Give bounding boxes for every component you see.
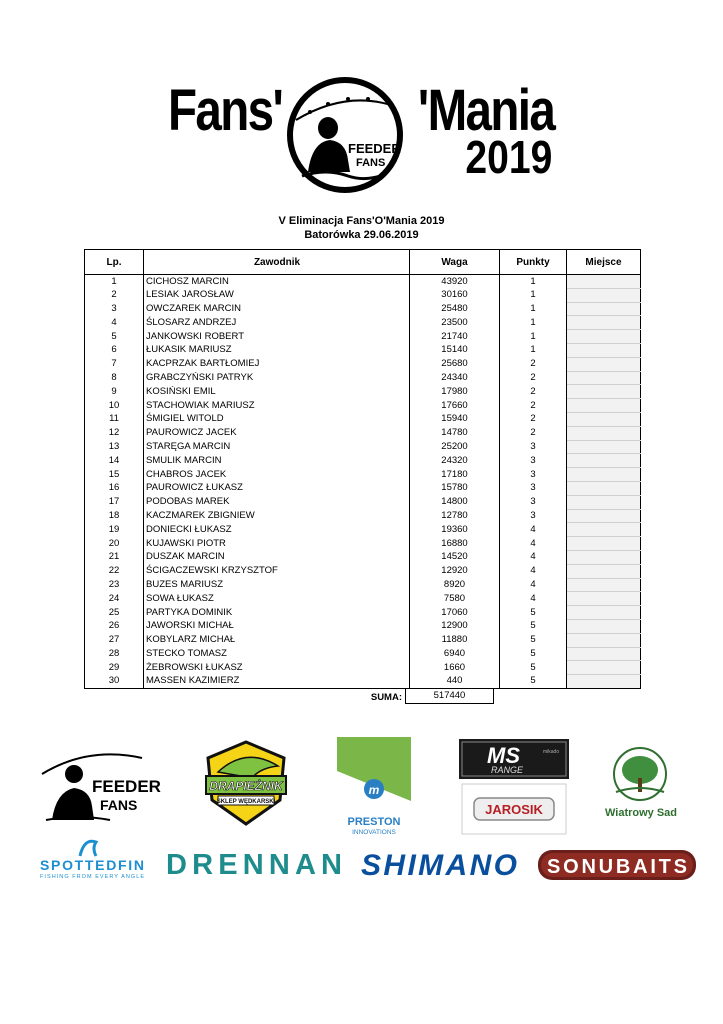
cell-lp: 6 <box>85 343 144 357</box>
cell-punkty: 4 <box>500 537 567 551</box>
cell-lp: 7 <box>85 357 144 371</box>
results-body <box>85 275 641 689</box>
drapieznik-name: DRAPIEŻNIK <box>209 779 283 793</box>
sponsor-fans-text: FANS <box>100 797 138 813</box>
cell-zawodnik: ŚMIGIEL WITOLD <box>144 412 410 426</box>
cell-lp: 17 <box>85 495 144 509</box>
cell-miejsce <box>567 385 641 399</box>
cell-waga: 17060 <box>410 606 500 620</box>
cell-punkty: 5 <box>500 675 567 689</box>
cell-miejsce <box>567 275 641 289</box>
cell-punkty: 2 <box>500 357 567 371</box>
cell-punkty: 3 <box>500 454 567 468</box>
header-year: 2019 <box>465 131 552 183</box>
event-title: V Eliminacja Fans'O'Mania 2019 <box>278 215 445 227</box>
cell-lp: 28 <box>85 647 144 661</box>
table-row <box>85 675 641 689</box>
table-row <box>85 481 641 495</box>
cell-waga: 21740 <box>410 330 500 344</box>
cell-waga: 11880 <box>410 633 500 647</box>
cell-lp: 13 <box>85 440 144 454</box>
cell-punkty: 1 <box>500 330 567 344</box>
cell-lp: 30 <box>85 675 144 689</box>
table-row <box>85 275 641 289</box>
cell-miejsce <box>567 661 641 675</box>
cell-zawodnik: PAUROWICZ JACEK <box>144 426 410 440</box>
ms-sub: RANGE <box>491 765 524 775</box>
cell-punkty: 4 <box>500 523 567 537</box>
cell-zawodnik: STECKO TOMASZ <box>144 647 410 661</box>
cell-waga: 1660 <box>410 661 500 675</box>
cell-miejsce <box>567 537 641 551</box>
cell-punkty: 2 <box>500 412 567 426</box>
table-row <box>85 440 641 454</box>
cell-punkty: 3 <box>500 440 567 454</box>
logo-text-fans: FANS <box>356 157 386 169</box>
ms-range-logo <box>459 739 569 779</box>
cell-zawodnik: GRABCZYŃSKI PATRYK <box>144 371 410 385</box>
cell-zawodnik: SMULIK MARCIN <box>144 454 410 468</box>
cell-waga: 7580 <box>410 592 500 606</box>
cell-zawodnik: STARĘGA MARCIN <box>144 440 410 454</box>
table-row <box>85 454 641 468</box>
table-row <box>85 288 641 302</box>
cell-lp: 8 <box>85 371 144 385</box>
preston-sub: INNOVATIONS <box>352 829 396 836</box>
table-row <box>85 385 641 399</box>
cell-miejsce <box>567 440 641 454</box>
table-row <box>85 468 641 482</box>
table-row <box>85 509 641 523</box>
table-row <box>85 316 641 330</box>
cell-miejsce <box>567 343 641 357</box>
cell-lp: 26 <box>85 619 144 633</box>
cell-zawodnik: JANKOWSKI ROBERT <box>144 330 410 344</box>
table-row <box>85 564 641 578</box>
table-row <box>85 647 641 661</box>
cell-zawodnik: KOBYLARZ MICHAŁ <box>144 633 410 647</box>
cell-punkty: 5 <box>500 619 567 633</box>
cell-miejsce <box>567 633 641 647</box>
cell-waga: 24340 <box>410 371 500 385</box>
cell-lp: 10 <box>85 399 144 413</box>
cell-zawodnik: SOWA ŁUKASZ <box>144 592 410 606</box>
cell-miejsce <box>567 509 641 523</box>
cell-zawodnik: KACPRZAK BARTŁOMIEJ <box>144 357 410 371</box>
spottedfin-tagline: FISHING FROM EVERY ANGLE <box>40 874 144 880</box>
cell-miejsce <box>567 316 641 330</box>
table-row <box>85 302 641 316</box>
preston-name: PRESTON <box>347 816 401 828</box>
cell-lp: 16 <box>85 481 144 495</box>
spottedfin-logo <box>40 836 146 880</box>
cell-waga: 6940 <box>410 647 500 661</box>
drennan-logo <box>166 848 344 880</box>
cell-miejsce <box>567 454 641 468</box>
cell-zawodnik: ŁUKASIK MARIUSZ <box>144 343 410 357</box>
cell-zawodnik: ŻEBROWSKI ŁUKASZ <box>144 661 410 675</box>
results-table <box>84 249 641 689</box>
ms-tiny: mikado <box>543 749 560 755</box>
cell-lp: 19 <box>85 523 144 537</box>
cell-punkty: 3 <box>500 481 567 495</box>
col-lp: Lp. <box>85 250 144 275</box>
cell-zawodnik: JAWORSKI MICHAŁ <box>144 619 410 633</box>
feeder-fans-logo <box>286 76 404 194</box>
table-row <box>85 399 641 413</box>
cell-miejsce <box>567 647 641 661</box>
wiatrowy-sad-logo <box>596 744 686 828</box>
cell-punkty: 1 <box>500 302 567 316</box>
shimano-logo <box>361 848 519 880</box>
cell-lp: 4 <box>85 316 144 330</box>
table-row <box>85 523 641 537</box>
cell-lp: 24 <box>85 592 144 606</box>
cell-punkty: 5 <box>500 661 567 675</box>
cell-zawodnik: DONIECKI ŁUKASZ <box>144 523 410 537</box>
cell-zawodnik: OWCZAREK MARCIN <box>144 302 410 316</box>
cell-lp: 11 <box>85 412 144 426</box>
cell-lp: 22 <box>85 564 144 578</box>
cell-zawodnik: PODOBAS MAREK <box>144 495 410 509</box>
table-row <box>85 592 641 606</box>
cell-zawodnik: LESIAK JAROSŁAW <box>144 288 410 302</box>
cell-lp: 27 <box>85 633 144 647</box>
cell-miejsce <box>567 550 641 564</box>
cell-waga: 15140 <box>410 343 500 357</box>
cell-waga: 14780 <box>410 426 500 440</box>
cell-zawodnik: STACHOWIAK MARIUSZ <box>144 399 410 413</box>
cell-miejsce <box>567 564 641 578</box>
preston-mark: m <box>368 783 380 797</box>
cell-zawodnik: BUZES MARIUSZ <box>144 578 410 592</box>
cell-zawodnik: KACZMAREK ZBIGNIEW <box>144 509 410 523</box>
cell-waga: 25480 <box>410 302 500 316</box>
cell-waga: 17980 <box>410 385 500 399</box>
drapieznik-logo <box>200 738 292 828</box>
cell-lp: 15 <box>85 468 144 482</box>
ms-name: MS <box>487 743 520 768</box>
cell-lp: 9 <box>85 385 144 399</box>
col-zawodnik: Zawodnik <box>144 250 410 275</box>
cell-punkty: 2 <box>500 371 567 385</box>
table-row <box>85 606 641 620</box>
cell-lp: 12 <box>85 426 144 440</box>
cell-punkty: 2 <box>500 385 567 399</box>
cell-miejsce <box>567 330 641 344</box>
cell-zawodnik: PAUROWICZ ŁUKASZ <box>144 481 410 495</box>
cell-lp: 29 <box>85 661 144 675</box>
cell-waga: 12780 <box>410 509 500 523</box>
jarosik-name: JAROSIK <box>485 802 543 817</box>
cell-waga: 14520 <box>410 550 500 564</box>
cell-lp: 23 <box>85 578 144 592</box>
cell-waga: 23500 <box>410 316 500 330</box>
cell-waga: 43920 <box>410 275 500 289</box>
sponsor-feeder-text: FEEDER <box>92 777 161 796</box>
table-row <box>85 550 641 564</box>
table-row <box>85 619 641 633</box>
cell-miejsce <box>567 606 641 620</box>
cell-waga: 19360 <box>410 523 500 537</box>
drapieznik-sub: SKLEP WĘDKARSKI <box>216 799 276 805</box>
cell-waga: 24320 <box>410 454 500 468</box>
cell-zawodnik: ŚLOSARZ ANDRZEJ <box>144 316 410 330</box>
cell-punkty: 1 <box>500 288 567 302</box>
table-row <box>85 412 641 426</box>
cell-lp: 5 <box>85 330 144 344</box>
shimano-name: SHIMANO <box>361 849 517 882</box>
cell-waga: 25200 <box>410 440 500 454</box>
cell-waga: 12900 <box>410 619 500 633</box>
wiatrowy-sad-name: Wiatrowy Sad <box>604 807 678 819</box>
sonubaits-name: SONUBAITS <box>547 856 687 878</box>
cell-waga: 17180 <box>410 468 500 482</box>
header-word-fans: Fans' <box>168 78 283 143</box>
drennan-name: DRENNAN <box>166 849 342 881</box>
cell-waga: 17660 <box>410 399 500 413</box>
cell-waga: 30160 <box>410 288 500 302</box>
jarosik-logo <box>462 784 566 834</box>
cell-punkty: 1 <box>500 316 567 330</box>
cell-lp: 1 <box>85 275 144 289</box>
cell-zawodnik: ŚCIGACZEWSKI KRZYSZTOF <box>144 564 410 578</box>
cell-waga: 440 <box>410 675 500 689</box>
cell-punkty: 4 <box>500 578 567 592</box>
table-row <box>85 578 641 592</box>
cell-lp: 21 <box>85 550 144 564</box>
spottedfin-name: SPOTTEDFIN <box>40 857 144 873</box>
cell-miejsce <box>567 288 641 302</box>
cell-waga: 15780 <box>410 481 500 495</box>
cell-lp: 14 <box>85 454 144 468</box>
col-punkty: Punkty <box>500 250 567 275</box>
cell-punkty: 5 <box>500 633 567 647</box>
cell-zawodnik: CHABROS JACEK <box>144 468 410 482</box>
suma-label: SUMA: <box>370 692 402 703</box>
cell-waga: 16880 <box>410 537 500 551</box>
table-row <box>85 343 641 357</box>
cell-miejsce <box>567 426 641 440</box>
feeder-fans-sponsor-logo <box>38 744 161 824</box>
logo-text-feeder: FEEDER <box>348 141 401 156</box>
col-waga: Waga <box>410 250 500 275</box>
sonubaits-logo <box>538 846 696 880</box>
cell-punkty: 3 <box>500 495 567 509</box>
cell-miejsce <box>567 523 641 537</box>
cell-punkty: 2 <box>500 426 567 440</box>
table-row <box>85 357 641 371</box>
cell-zawodnik: CICHOSZ MARCIN <box>144 275 410 289</box>
cell-miejsce <box>567 412 641 426</box>
cell-zawodnik: KOSIŃSKI EMIL <box>144 385 410 399</box>
cell-lp: 3 <box>85 302 144 316</box>
cell-miejsce <box>567 481 641 495</box>
table-row <box>85 371 641 385</box>
cell-punkty: 5 <box>500 647 567 661</box>
table-row <box>85 495 641 509</box>
cell-punkty: 3 <box>500 468 567 482</box>
preston-logo <box>337 737 411 837</box>
table-row <box>85 426 641 440</box>
cell-waga: 12920 <box>410 564 500 578</box>
cell-punkty: 4 <box>500 564 567 578</box>
cell-miejsce <box>567 592 641 606</box>
table-row <box>85 330 641 344</box>
suma-value: 517440 <box>405 689 494 704</box>
cell-waga: 25680 <box>410 357 500 371</box>
cell-punkty: 1 <box>500 343 567 357</box>
table-header-row <box>85 250 641 275</box>
table-row <box>85 661 641 675</box>
event-header <box>168 76 558 196</box>
cell-waga: 8920 <box>410 578 500 592</box>
cell-punkty: 2 <box>500 399 567 413</box>
header-word-mania: 'Mania <box>417 78 554 143</box>
cell-waga: 15940 <box>410 412 500 426</box>
cell-miejsce <box>567 495 641 509</box>
table-row <box>85 633 641 647</box>
cell-lp: 25 <box>85 606 144 620</box>
cell-punkty: 3 <box>500 509 567 523</box>
event-location-date: Batorówka 29.06.2019 <box>304 229 419 241</box>
cell-miejsce <box>567 578 641 592</box>
cell-miejsce <box>567 371 641 385</box>
cell-punkty: 4 <box>500 592 567 606</box>
cell-zawodnik: PARTYKA DOMINIK <box>144 606 410 620</box>
cell-zawodnik: MASSEN KAZIMIERZ <box>144 675 410 689</box>
cell-waga: 14800 <box>410 495 500 509</box>
cell-lp: 18 <box>85 509 144 523</box>
cell-punkty: 4 <box>500 550 567 564</box>
col-miejsce: Miejsce <box>567 250 641 275</box>
cell-punkty: 1 <box>500 275 567 289</box>
cell-punkty: 5 <box>500 606 567 620</box>
cell-miejsce <box>567 675 641 689</box>
cell-lp: 2 <box>85 288 144 302</box>
cell-zawodnik: DUSZAK MARCIN <box>144 550 410 564</box>
cell-zawodnik: KUJAWSKI PIOTR <box>144 537 410 551</box>
cell-miejsce <box>567 468 641 482</box>
cell-miejsce <box>567 302 641 316</box>
cell-miejsce <box>567 619 641 633</box>
table-row <box>85 537 641 551</box>
cell-miejsce <box>567 357 641 371</box>
cell-lp: 20 <box>85 537 144 551</box>
cell-miejsce <box>567 399 641 413</box>
